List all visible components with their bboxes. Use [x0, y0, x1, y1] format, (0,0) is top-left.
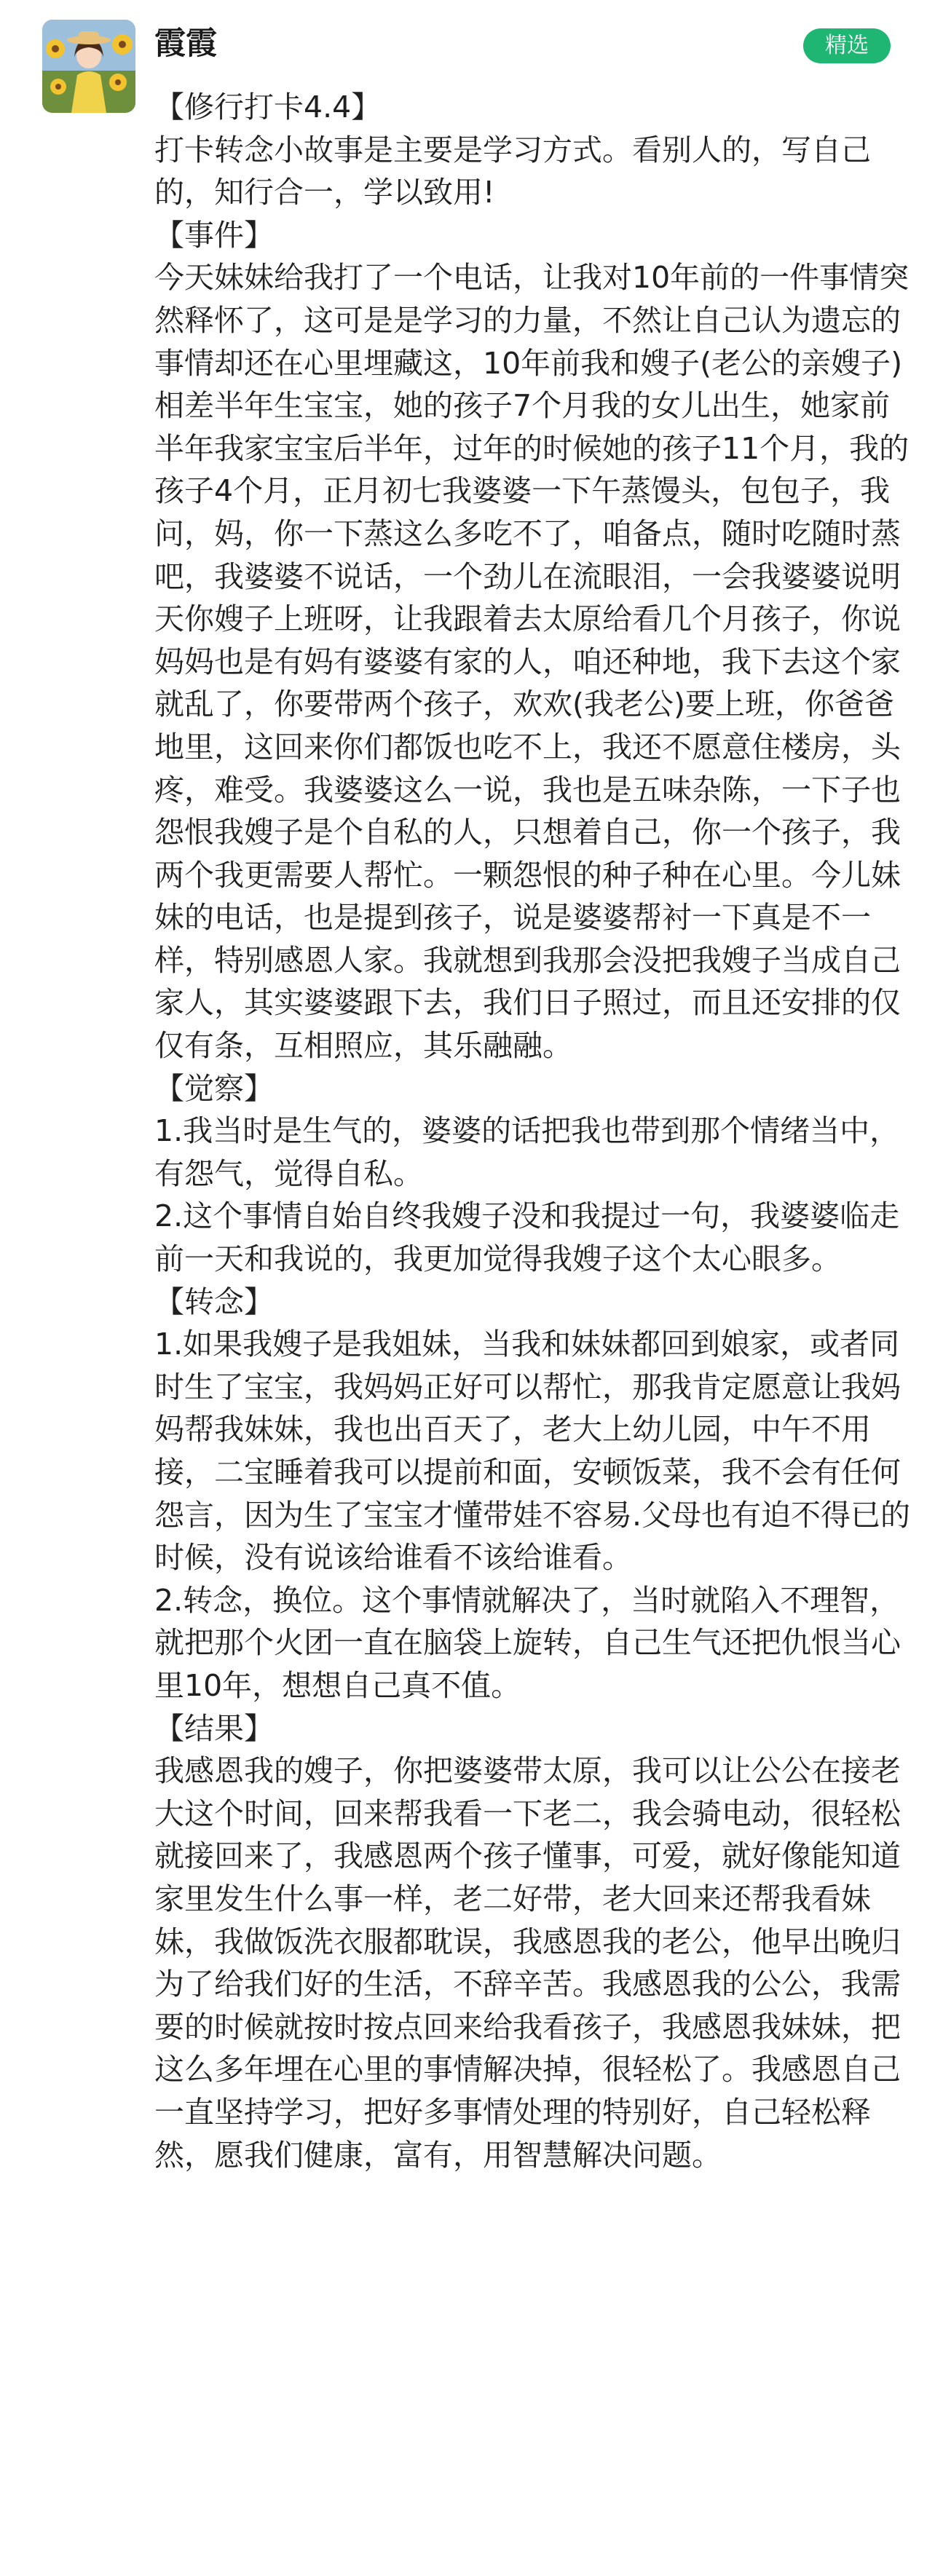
paragraph-reframe-1: 1.如果我嫂子是我姐妹，当我和妹妹都回到娘家，或者同时生了宝宝，我妈妈正好可以帮忙，那我肯定愿意让我妈妈帮我妹妹，我也出百天了，老大上幼儿园，中午不用接，二宝睡着我可以提前和面，安顿饭菜，我不会有任何怨言，因为生了宝宝才懂带娃不容易.父母也有迫不得已的时候，没有说该给谁看不该给谁看。 [154, 1327, 911, 1576]
username[interactable]: 霞霞 [154, 25, 217, 62]
paragraph-awareness-1: 1.我当时是生气的，婆婆的话把我也带到那个情绪当中，有怨气，觉得自私。 [154, 1113, 900, 1191]
user-avatar-photo-icon [42, 20, 135, 113]
paragraph-title: 【修行打卡4.4】 [154, 90, 382, 125]
paragraph-event: 今天妹妹给我打了一个电话，让我对10年前的一件事情突然释怀了，这可是是学习的力量，不然让自己认为遗忘的事情却还在心里埋藏这，10年前我和嫂子(老公的亲嫂子)相差半年生宝宝，她的孩子7个月我的女儿出生，她家前半年我家宝宝后半年，过年的时候她的孩子11个月，我的孩子4个月，正月初七我婆婆一下午蒸馒头，包包子，我问，妈，你一下蒸这么多吃不了，咱备点，随时吃随时蒸吧，我婆婆不说话，一个劲儿在流眼泪，一会我婆婆说明天你嫂子上班呀，让我跟着去太原给看几个月孩子，你说妈妈也是有妈有婆婆有家的人，咱还种地，我下去这个家就乱了，你要带两个孩子，欢欢(我老公)要上班，你爸爸地里，这回来你们都饭也吃不上，我还不愿意住楼房，头疼，难受。我婆婆这么一说，我也是五味杂陈，一下子也怨恨我嫂子是个自私的人，只想着自己，你一个孩子，我两个我更需要人帮忙。一颗怨恨的种子种在心里。今儿妹妹的电话，也是提到孩子，说是婆婆帮衬一下真是不一样，特别感恩人家。我就想到我那会没把我嫂子当成自己家人，其实婆婆跟下去，我们日子照过，而且还安排的仅仅有条，互相照应，其乐融融。 [154, 260, 910, 1064]
section-heading-event: 【事件】 [154, 217, 274, 253]
paragraph-intro: 打卡转念小故事是主要是学习方式。看别人的，写自己的，知行合一，学以致用! [154, 132, 871, 210]
featured-badge: 精选 [803, 28, 891, 63]
section-heading-reframe: 【转念】 [154, 1284, 274, 1319]
paragraph-result: 我感恩我的嫂子，你把婆婆带太原，我可以让公公在接老大这个时间，回来帮我看一下老二，我会骑电动，很轻松就接回来了，我感恩两个孩子懂事，可爱，就好像能知道家里发生什么事一样，老二好带，老大回来还帮我看妹妹，我做饭洗衣服都耽误，我感恩我的老公，他早出晚归为了给我们好的生活，不辞辛苦。我感恩我的公公，我需要的时候就按时按点回来给我看孩子，我感恩我妹妹，把这么多年埋在心里的事情解决掉，很轻松了。我感恩自己一直坚持学习，把好多事情处理的特别好，自己轻松释然，愿我们健康，富有，用智慧解决问题。 [154, 1753, 901, 2173]
section-heading-awareness: 【觉察】 [154, 1070, 274, 1106]
post-content [154, 86, 912, 2554]
paragraph-awareness-2: 2.这个事情自始自终我嫂子没和我提过一句，我婆婆临走前一天和我说的，我更加觉得我嫂子这个太心眼多。 [154, 1198, 900, 1277]
paragraph-reframe-2: 2.转念，换位。这个事情就解决了，当时就陷入不理智，就把那个火团一直在脑袋上旋转，自己生气还把仇恨当心里10年，想想自己真不值。 [154, 1582, 901, 1703]
section-heading-result: 【结果】 [154, 1710, 274, 1746]
user-avatar[interactable] [42, 20, 135, 113]
